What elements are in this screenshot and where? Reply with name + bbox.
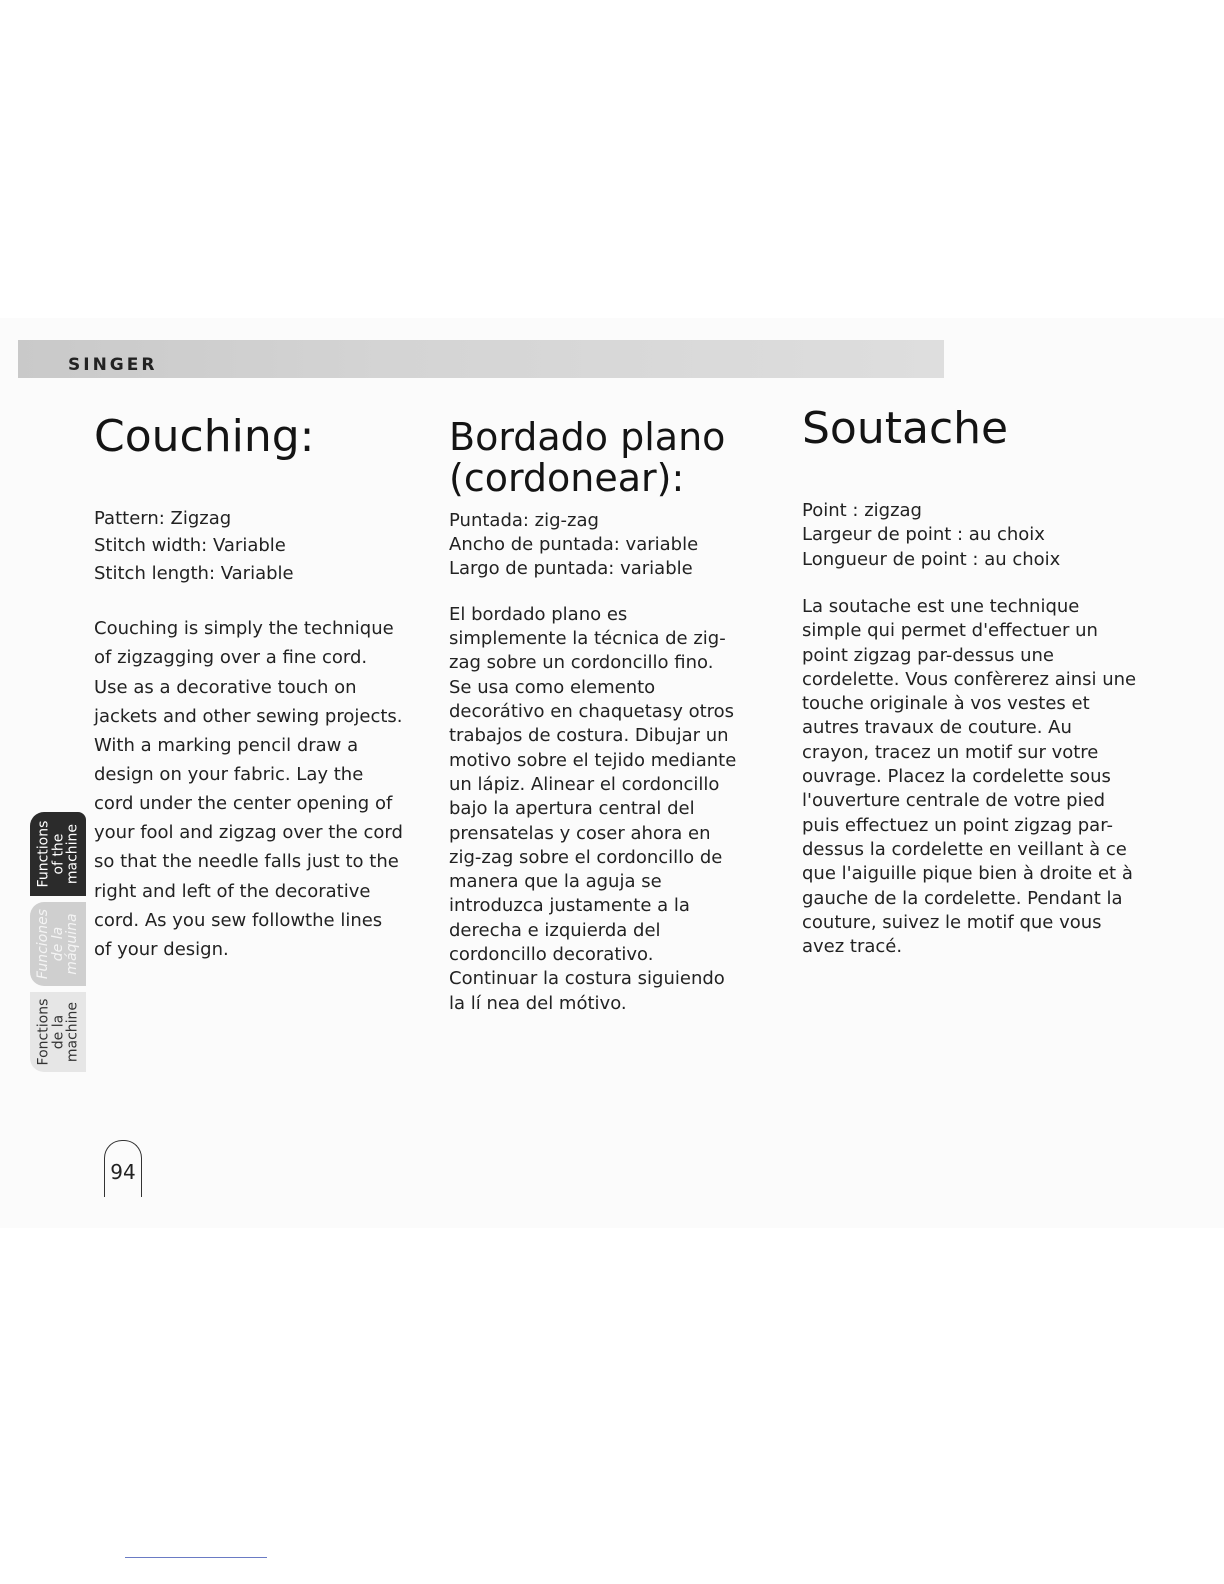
spanish-spec-pattern: Puntada: zig-zag — [449, 510, 599, 532]
tab-spanish-functions[interactable] — [30, 902, 86, 986]
english-title: Couching: — [94, 411, 315, 462]
french-spec-width: Largeur de point : au choix — [802, 524, 1045, 546]
tab-english-functions[interactable] — [30, 812, 86, 896]
french-column — [802, 405, 1142, 977]
french-body: La soutache est une technique simple qui permet d'effectuer un point zigzag par-dessus une cordelette. Vous confèrerez ainsi une touche originale à vos vestes et autres travaux de couture. Au crayon, tracez un motif sur votre ouvrage. Placez la cordelette sous l'ouverture centrale de votre pied puis effectuez un point zigzag par-dessus la cordelette en veillant à ce que l'aiguille pique bien à droite et à gauche de la cordelette. Pendant la couture, suivez le motif que vous avez tracé. — [802, 596, 1137, 958]
tab-spanish-label: Funciones de la máquina — [34, 908, 81, 980]
brand-logo: SINGER — [68, 355, 158, 375]
french-spec-pattern: Point : zigzag — [802, 499, 922, 521]
page-number-badge — [104, 1140, 142, 1197]
footer-rule — [125, 1557, 267, 1558]
english-specs — [94, 505, 404, 589]
spanish-spec-width: Ancho de puntada: variable — [449, 534, 699, 555]
french-specs — [802, 499, 1142, 573]
english-spec-width: Stitch width: Variable — [94, 535, 286, 557]
english-column — [94, 405, 404, 982]
french-spec-length: Longueur de point : au choix — [802, 549, 1061, 571]
spanish-title: Bordado plano (cordonear): — [449, 415, 726, 501]
tab-french-functions[interactable] — [30, 992, 86, 1072]
spanish-body: El bordado plano es simplemente la técnica de zig-zag sobre un cordoncillo fino. Se usa como elemento decorátivo en chaquetasy otros trabajos de costura. Dibujar un motivo sobre el tejido mediante un lápiz. Alinear el cordoncillo bajo la apertura central del prensatelas y coser ahora en zig-zag sobre el cordoncillo de manera que la aguja se introduzca justamente a la derecha e izquierda del cordoncillo decorativo. Continuar la costura siguiendo la lí nea del mótivo. — [449, 603, 737, 1014]
spanish-spec-length: Largo de puntada: variable — [449, 557, 693, 579]
language-side-tabs — [30, 812, 86, 1072]
spanish-specs — [449, 509, 739, 581]
english-spec-length: Stitch length: Variable — [94, 563, 294, 585]
tab-english-label: Functions of the machine — [34, 820, 81, 888]
spanish-column — [449, 405, 739, 1034]
english-spec-pattern: Pattern: Zigzag — [94, 507, 232, 529]
french-title: Soutache — [802, 403, 1009, 454]
tab-french-label: Fonctions de la machine — [34, 998, 81, 1066]
page-number: 94 — [110, 1160, 136, 1184]
english-body: Couching is simply the technique of zigzagging over a fine cord. Use as a decorative touch on jackets and other sewing projects. With a marking pencil draw a design on your fabric. Lay the cord under the center opening of your fool and zigzag over the cord so that the needle falls just to the right and left of the decorative cord. As you sew followthe lines of your design. — [94, 618, 403, 960]
